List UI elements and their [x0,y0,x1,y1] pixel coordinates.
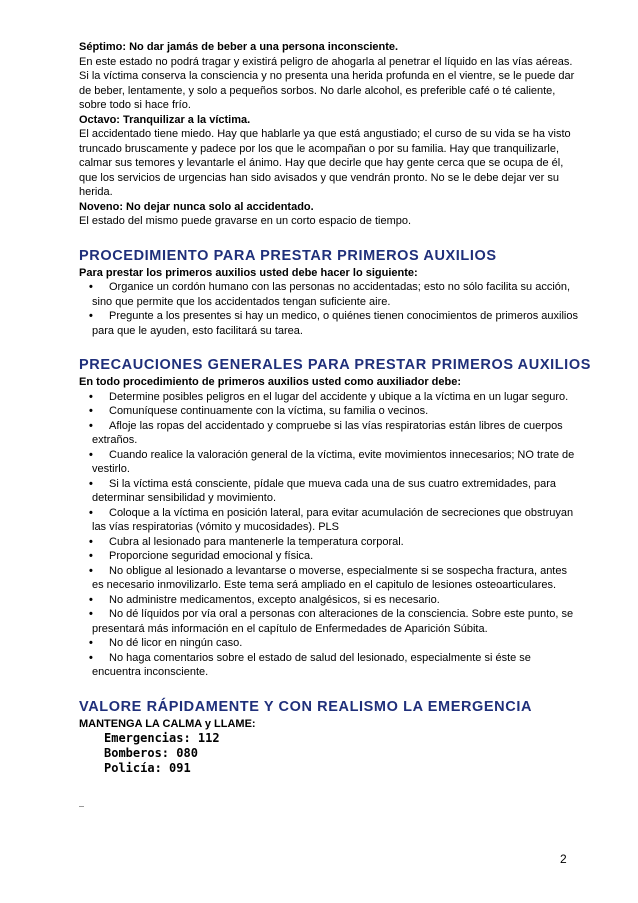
precauciones-heading: PRECAUCIONES GENERALES PARA PRESTAR PRIMEROS AUXILIOS [79,357,591,373]
bullet-icon: • [89,390,93,403]
bullet-icon: • [89,419,93,432]
bullet-icon: • [89,281,93,293]
list-item [79,506,579,535]
bullet-icon: • [89,651,93,664]
procedimiento-heading: PROCEDIMIENTO PARA PRESTAR PRIMEROS AUXILIOS [79,247,497,264]
phone-policia: Policía: 091 [104,761,191,775]
list-item [79,448,579,477]
list-item-text: No haga comentarios sobre el estado de salud del lesionado, especialmente si éste se encuentra inconsciente. [92,651,531,678]
bullet-icon: • [89,637,93,649]
list-item-text: Si la víctima está consciente, pídale que mueva cada una de sus cuatro extremidades, para determinar sensibilidad y movimiento. [92,477,556,504]
list-item [79,280,579,309]
list-item-text: Pregunte a los presentes si hay un medico, o quiénes tienen conocimientos de primeros auxilios para que le ayuden, esto facilitará su tarea. [92,310,578,337]
list-item-text: Organice un cordón humano con las personas no accidentadas; esto no sólo facilita su acción, sino que permite que los accidentados tengan suficiente aire. [92,281,571,308]
list-item [79,390,579,405]
precauciones-list [79,390,579,680]
phone-bomberos: Bomberos: 080 [104,746,198,760]
noveno-body: El estado del mismo puede gravarse en un corto espacio de tiempo. [79,215,412,227]
bullet-icon: • [89,405,93,417]
bullet-icon: • [89,477,93,490]
bullet-icon: • [89,506,93,519]
septimo-body: En este estado no podrá tragar y existirá peligro de ahogarla al penetrar el líquido en las vías aéreas. Si la víctima conserva la consciencia y no presenta una herida profunda en el vientre, se le puede dar de beber, lentamente, y solo a pequeños sorbos. No darle alcohol, es preferible café o té caliente, sobre todo si hace frío. [79,55,575,111]
septimo-title: Séptimo: No dar jamás de beber a una persona inconsciente. [79,41,399,53]
list-item-text: Proporcione seguridad emocional y física. [109,550,314,562]
bullet-icon: • [89,535,93,548]
list-item [79,651,579,680]
precauciones-intro: En todo procedimiento de primeros auxilios usted como auxiliador debe: [79,376,462,388]
list-item-text: Afloje las ropas del accidentado y compruebe si las vías respiratorias están libres de cuerpos extraños. [92,419,563,446]
bullet-icon: • [89,550,93,562]
list-item-text: Cuando realice la valoración general de la víctima, evite movimientos innecesarios; NO trate de vestirlo. [92,448,575,475]
list-item-text: No dé licor en ningún caso. [109,637,243,649]
list-item [79,549,579,564]
list-item [79,404,579,419]
list-item-text: No administre medicamentos, excepto analgésicos, si es necesario. [109,593,440,606]
list-item [79,607,579,636]
procedimiento-intro: Para prestar los primeros auxilios usted debe hacer lo siguiente: [79,266,418,279]
document-page [79,40,591,776]
list-item [79,593,579,608]
page-number: 2 [560,852,567,866]
bullet-icon: • [89,310,93,322]
emergencia-heading: VALORE RÁPIDAMENTE Y CON REALISMO LA EMERGENCIA [79,698,533,715]
list-item-text: Comuníquese continuamente con la víctima, su familia o vecinos. [109,405,429,417]
noveno-title: Noveno: No dejar nunca solo al accidentado. [79,200,314,213]
footer-mark [79,806,84,807]
list-item [79,477,579,506]
emergencia-intro: MANTENGA LA CALMA y LLAME: [79,717,256,730]
list-item [79,564,579,593]
bullet-icon: • [89,608,93,620]
procedimiento-list [79,280,579,338]
list-item-text: No dé líquidos por vía oral a personas con alteraciones de la consciencia. Sobre este punto, se presentará más información en el capítulo de Enfermedades de Aparición Súbita. [92,608,574,635]
octavo-title: Octavo: Tranquilizar a la víctima. [79,113,251,126]
list-item [79,535,579,550]
bullet-icon: • [89,448,93,461]
phone-emergencias: Emergencias: 112 [104,731,220,745]
list-item-text: No obligue al lesionado a levantarse o moverse, especialmente si se sospecha fractura, antes es necesario inmovilizarlo. Este tema será ampliado en el capitulo de lesiones osteoarticulares. [92,564,567,591]
emergency-phone-list [104,731,579,776]
octavo-body: El accidentado tiene miedo. Hay que hablarle ya que está angustiado; el curso de su vida se ha visto truncado bruscamente y padece por los que le acompañan o por su familia. Hay que tranquilizarle, calmar sus temores y levantarle el ánimo. Hay que decirle que hay gente cerca que se ocupa de él, que los servicios de urgencias han sido avisados y que vendrán pronto. No se le debe dejar ver su herida. [79,128,571,198]
bullet-icon: • [89,593,93,606]
list-item [79,419,579,448]
list-item [79,636,579,651]
bullet-icon: • [89,564,93,577]
list-item-text: Coloque a la víctima en posición lateral, para evitar acumulación de secreciones que obstruyan las vías respiratorias (vómito y mucosidades). PLS [92,506,574,533]
list-item [79,309,579,338]
list-item-text: Determine posibles peligros en el lugar del accidente y ubique a la víctima en un lugar seguro. [109,390,569,403]
list-item-text: Cubra al lesionado para mantenerle la temperatura corporal. [109,535,404,548]
